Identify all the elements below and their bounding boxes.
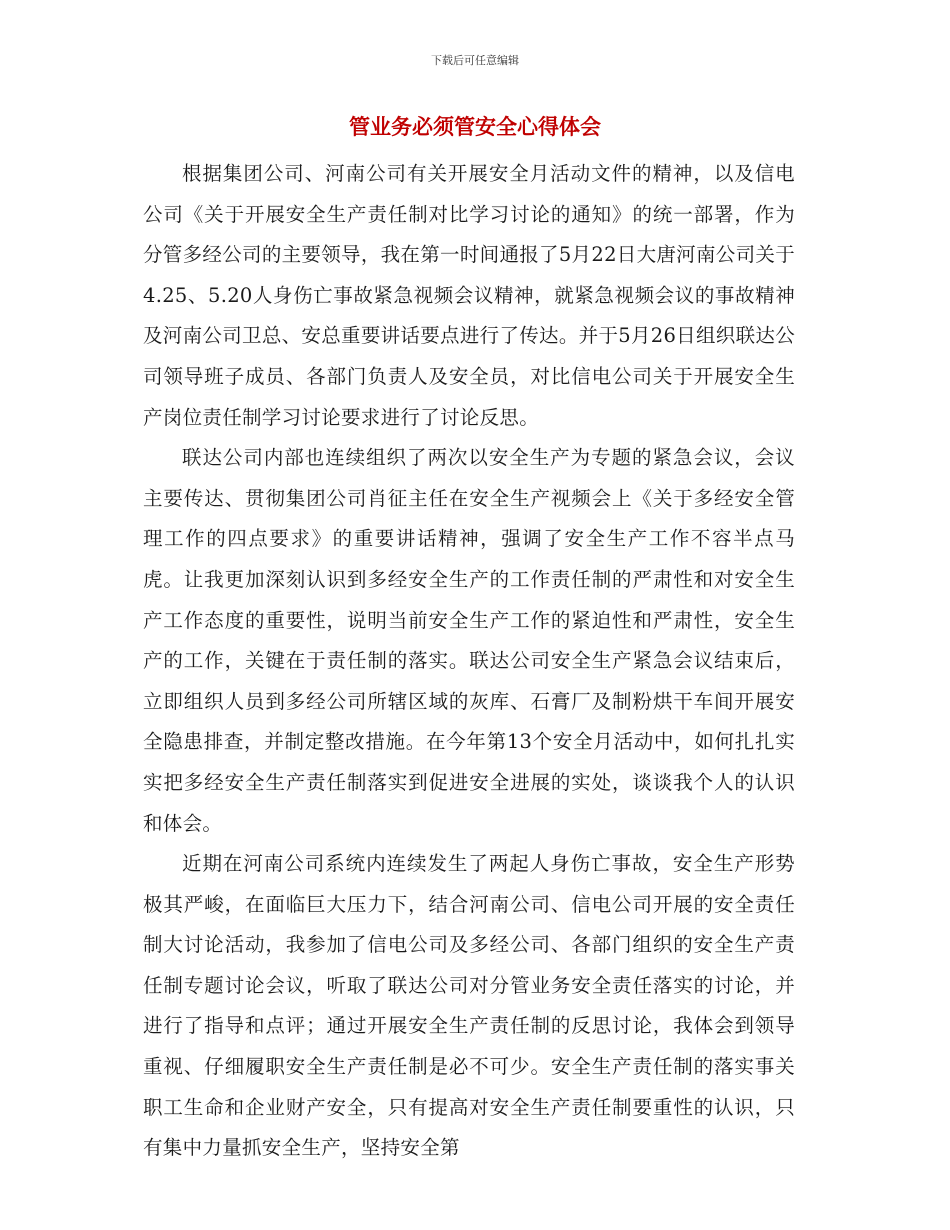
- page-header-note: 下载后可任意编辑: [431, 54, 519, 67]
- document-title: 管业务必须管安全心得体会: [349, 115, 601, 139]
- document-body: [143, 154, 795, 1169]
- paragraph-1: 根据集团公司、河南公司有关开展安全月活动文件的精神，以及信电公司《关于开展安全生产责任制对比学习讨论的通知》的统一部署，作为分管多经公司的主要领导，我在第一时间通报了5月22日大唐河南公司关于4.25、5.20人身伤亡事故紧急视频会议精神，就紧急视频会议的事故精神及河南公司卫总、安总重要讲话要点进行了传达。并于5月26日组织联达公司领导班子成员、各部门负责人及安全员，对比信电公司关于开展安全生产岗位责任制学习讨论要求进行了讨论反思。: [143, 162, 795, 429]
- paragraph-3: 近期在河南公司系统内连续发生了两起人身伤亡事故，安全生产形势极其严峻，在面临巨大压力下，结合河南公司、信电公司开展的安全责任制大讨论活动，我参加了信电公司及多经公司、各部门组织的安全生产责任制专题讨论会议，听取了联达公司对分管业务安全责任落实的讨论，并进行了指导和点评；通过开展安全生产责任制的反思讨论，我体会到领导重视、仔细履职安全生产责任制是必不可少。安全生产责任制的落实事关职工生命和企业财产安全，只有提高对安全生产责任制要重性的认识，只有集中力量抓安全生产，坚持安全第: [143, 852, 795, 1160]
- paragraph-2: 联达公司内部也连续组织了两次以安全生产为专题的紧急会议，会议主要传达、贯彻集团公司肖征主任在安全生产视频会上《关于多经安全管理工作的四点要求》的重要讲话精神，强调了安全生产工作不容半点马虎。让我更加深刻认识到多经安全生产的工作责任制的严肃性和对安全生产工作态度的重要性，说明当前安全生产工作的紧迫性和严肃性，安全生产的工作，关键在于责任制的落实。联达公司安全生产紧急会议结束后，立即组织人员到多经公司所辖区域的灰库、石膏厂及制粉烘干车间开展安全隐患排查，并制定整改措施。在今年第13个安全月活动中，如何扎扎实实把多经安全生产责任制落实到促进安全进展的实处，谈谈我个人的认识和体会。: [143, 446, 795, 835]
